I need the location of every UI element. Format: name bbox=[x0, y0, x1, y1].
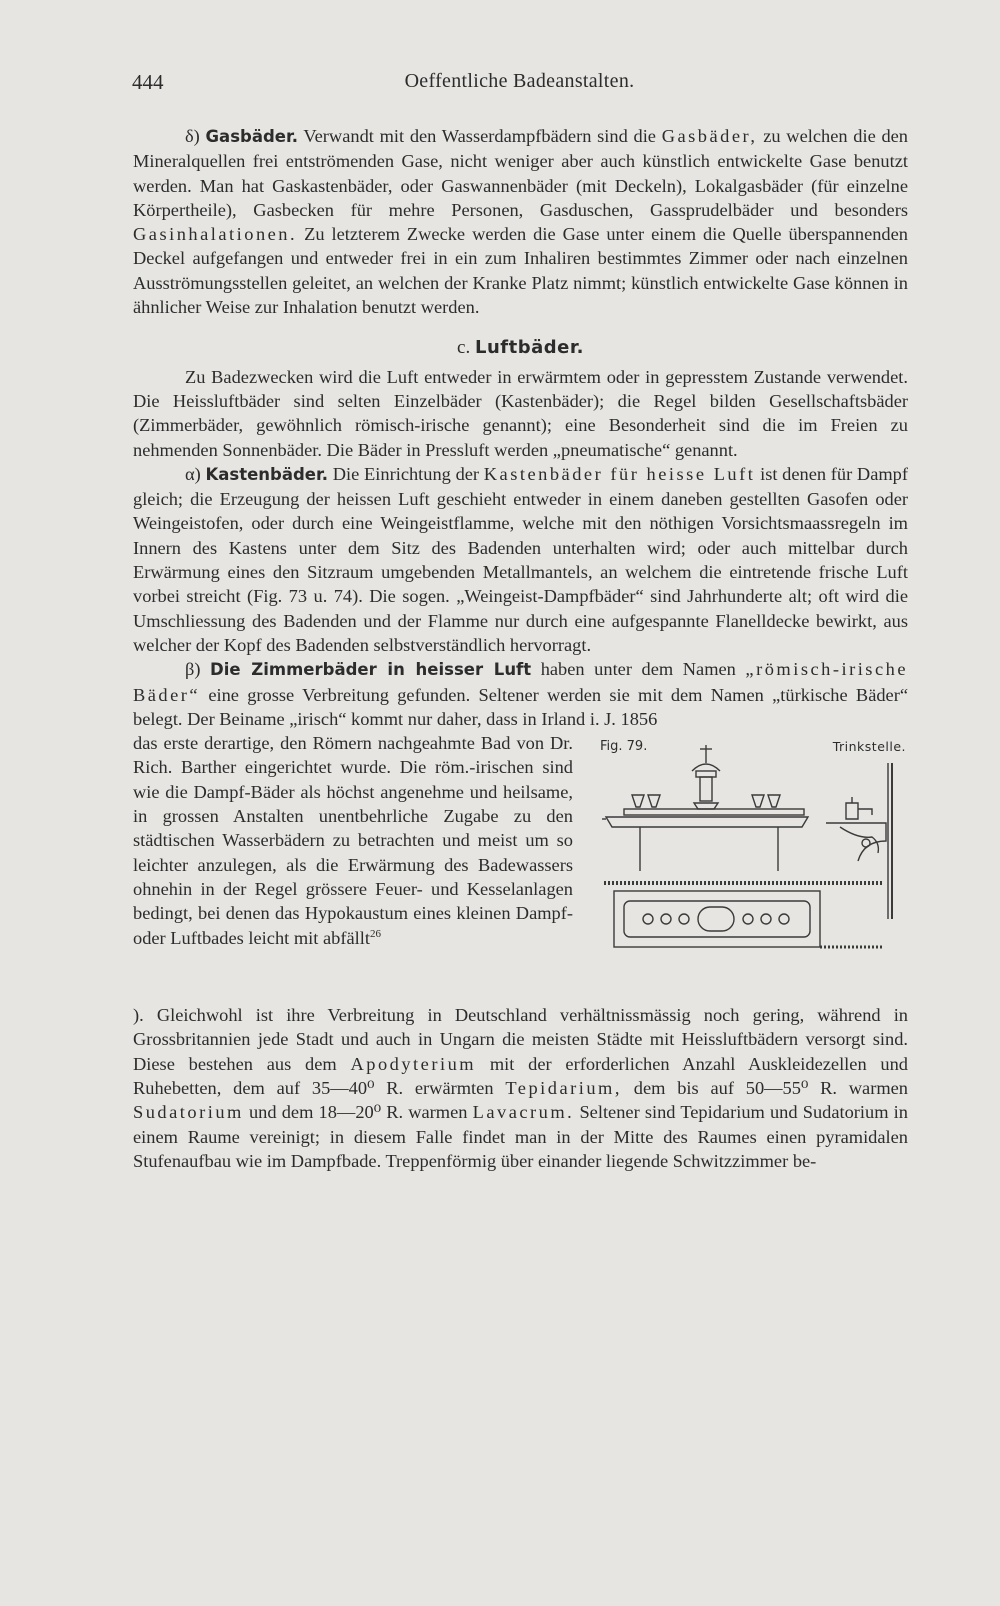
page-number: 444 bbox=[132, 70, 164, 94]
page-header bbox=[132, 70, 907, 100]
figure-79 bbox=[596, 731, 916, 1003]
text-span: ist denen für Dampf gleich; die Erzeugung der heissen Luft geschieht entweder in einem daneben gestellten Gasofen oder Weingeistofen, oder durch eine Weingeistflamme, welche mit den nöthigen Vorsichtsmaassregeln im Innern des Kastens unter dem Sitz des Badenden unterhalten wird; oder auch mittelbar durch Erwärmung eines den Sitzraum umgebenden Metallmantels, an welchem die eintretende frische Luft vorbei streicht (Fig. 73 u. 74). Die sogen. „Weingeist-Dampfbäder“ sind Jahrhunderte alt; oft wird die Umschliessung des Badenden und der Flamme nur durch eine aufgespannte Flanelldecke bewirkt, aus welcher der Kopf des Badenden selbstverständlich hervorragt. bbox=[133, 463, 908, 655]
paragraph-continuation bbox=[133, 1003, 908, 1173]
spaced-term: „römisch-irische Bäder“ bbox=[133, 659, 908, 705]
paragraph-zimmerbaeder bbox=[133, 657, 908, 731]
paragraph-kastenbaeder bbox=[133, 462, 908, 657]
footnote-ref: 26 bbox=[369, 927, 381, 940]
body-text bbox=[133, 124, 908, 1173]
heading-zimmerbaeder: Die Zimmerbäder in heisser Luft bbox=[210, 660, 532, 680]
text-span: Verwandt mit den Wasserdampfbädern sind die bbox=[303, 126, 656, 146]
section-title: Luftbäder. bbox=[474, 337, 584, 359]
text-span: mit der erforderlichen Anzahl Auskleidezellen und Ruhebetten, dem auf 35—40⁰ R. erwärmten bbox=[133, 1053, 909, 1099]
wrapped-text bbox=[133, 731, 573, 950]
running-title: Oeffentliche Badeanstalten. bbox=[404, 70, 635, 92]
spaced-term: Lavacrum. bbox=[472, 1102, 575, 1123]
marker-beta: β) bbox=[185, 659, 201, 680]
spaced-term: Kastenbäder für heisse Luft bbox=[483, 463, 756, 484]
text-span: Die Einrichtung der bbox=[332, 463, 480, 484]
section-heading-c bbox=[133, 336, 908, 360]
heading-kastenbaeder: Kastenbäder. bbox=[205, 464, 329, 484]
spaced-term: Tepidarium, bbox=[505, 1078, 622, 1099]
text-span: haben unter dem Namen bbox=[540, 659, 736, 680]
text-span: eine grosse Verbreitung gefunden. Seltener werden sie mit dem Namen „türkische Bäder“ belegt. Der Beiname „irisch“ kommt nur daher, dass in Irland i. J. 1856 bbox=[133, 684, 908, 729]
spaced-term: Gasinhalationen. bbox=[133, 224, 298, 245]
text-span: dem bis auf 50—55⁰ R. warmen bbox=[633, 1078, 909, 1099]
heading-gasbaeder: Gasbäder. bbox=[205, 127, 299, 146]
text-span: und dem 18—20⁰ R. warmen bbox=[248, 1102, 468, 1123]
drinking-fountain-illustration bbox=[596, 731, 916, 1003]
spaced-term: Apodyterium bbox=[350, 1053, 477, 1074]
marker-delta: δ) bbox=[185, 126, 200, 146]
marker-alpha: α) bbox=[185, 463, 201, 484]
spaced-term: Gasbäder, bbox=[661, 126, 758, 146]
text-span: Seltener sind Tepidarium und Sudatorium in einem Raume vereinigt; in diesem Falle findet man in der Mitte des Raumes einen pyramidalen Stufenaufbau wie im Dampfbade. Treppenförmig über einander liegende Schwitzzimmer be- bbox=[133, 1102, 908, 1171]
text-span: zu welchen die den Mineralquellen frei entströmenden Gase, nicht weniger aber auch künstlich entwickelte Gase benutzt werden. Man hat Gaskastenbäder, oder Gaswannenbäder (mit Deckeln), Lokalgasbäder (für einzelne Körpertheile), Gasbecken für mehre Personen, Gasduschen, Gassprudelbäder und besonders bbox=[133, 126, 908, 220]
spaced-term: Sudatorium bbox=[133, 1102, 244, 1123]
section-number: c. bbox=[457, 337, 471, 359]
figure-label: Fig. 79. bbox=[600, 739, 648, 755]
paragraph-gasbaeder bbox=[133, 124, 908, 319]
figure-caption: Trinkstelle. bbox=[832, 739, 906, 755]
text-span: das erste derartige, den Römern nachgeahmte Bad von Dr. Rich. Barther eingerichtet wurde. Die röm.-irischen sind wie die Dampf-Bäder als höchst angenehme und heilsame, in grossen Anstalten unentbehrliche Zugabe zu den städtischen Wasserbädern zu betrachten und meist um so leichter anzulegen, als die Erwärmung des Badewassers ohnehin in der Regel grössere Feuer- und Kesselanlagen bedingt, bei denen das Hypokaustum eines kleinen Dampf- oder Luftbades leicht mit abfällt bbox=[133, 733, 573, 948]
text-span: ). Gleichwohl ist ihre Verbreitung in Deutschland verhältnissmässig noch gering, während in Grossbritannien jede Stadt und auch in Ungarn die meisten Städte mit Heissluftbädern versorgt sind. Diese bestehen aus dem bbox=[133, 1005, 908, 1074]
text-span: Zu letzterem Zwecke werden die Gase unter einem die Quelle überspannenden Deckel aufgefangen und entweder frei in ein zum Inhaliren bestimmtes Zimmer oder nach einzelnen Ausströmungsstellen geleitet, an welchen der Kranke Platz nimmt; künstlich entwickelte Gase können in ähnlicher Weise zur Inhalation benutzt werden. bbox=[133, 224, 908, 318]
paragraph-luft-intro: Zu Badezwecken wird die Luft entweder in erwärmtem oder in gepresstem Zustande verwendet. Die Heissluftbäder sind selten Einzelbäder (Kastenbäder); die Regel bilden Gesellschaftsbäder (Zimmerbäder, gewöhnlich römisch-irische genannt); eine Besonderheit sind die im Freien zu nehmenden Sonnenbäder. Die Bäder in Pressluft werden „pneumatische“ genannt. bbox=[133, 366, 908, 460]
